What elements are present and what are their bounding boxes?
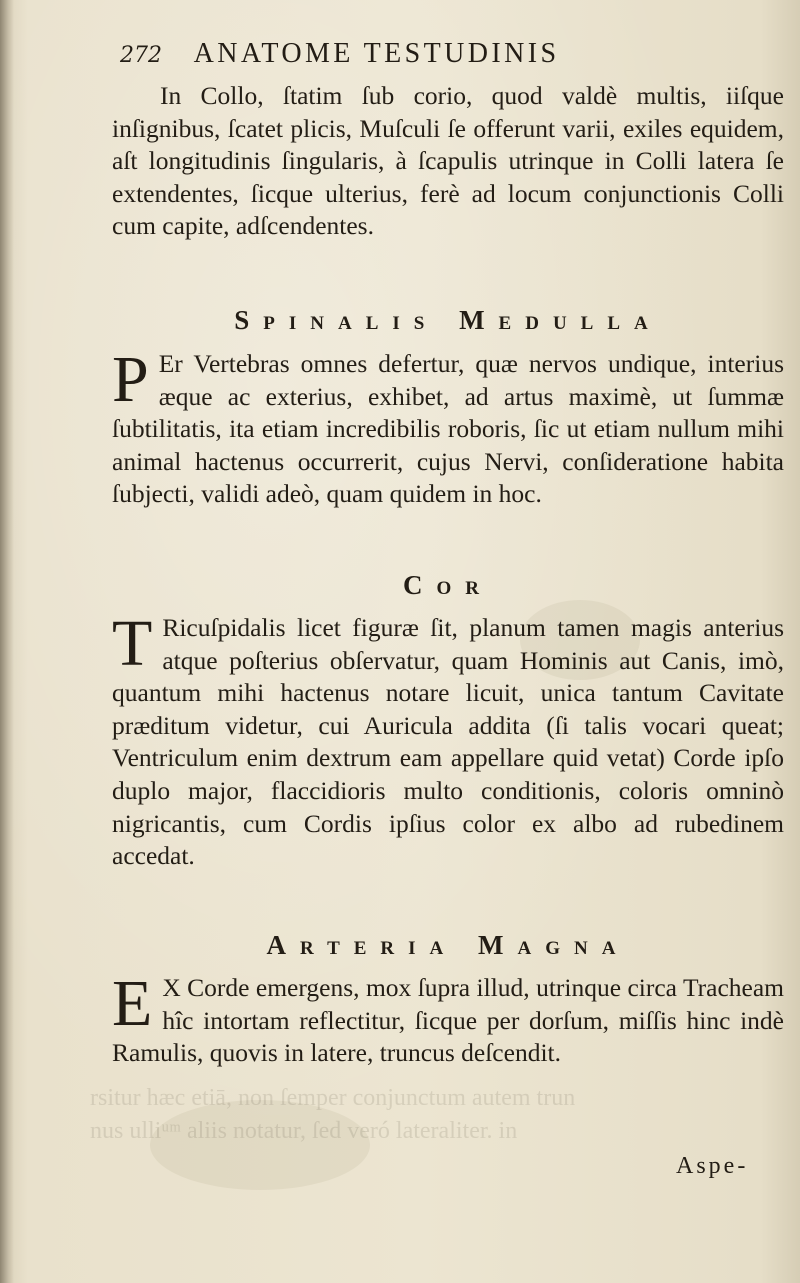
paragraph-cor [112, 607, 784, 873]
drop-cap: P [112, 343, 149, 416]
paragraph-arteria-magna [112, 967, 784, 1070]
bleed-through-text: nus ulliᵘᵐ aliis notatur, ſed veró lateraliter. in [90, 1118, 518, 1144]
paragraph-text: X Corde emergens, mox ſupra illud, utrinque circa Tracheam hîc intortam reflectitur, ſicque per dorſum, miſſis hinc indè Ramulis, quovis in latere, truncus deſcendit. [112, 973, 784, 1068]
drop-cap: E [112, 967, 153, 1040]
heading-spinalis-medulla: Spinalis Medulla [234, 305, 662, 335]
paragraph-text: Ricuſpidalis licet figuræ ſit, planum tamen magis anterius atque poſterius obſervatur, quam Hominis aut Canis, imò, quantum mihi hactenus notare licuit, unica tantum Cavitate præditum videtur, cui Auricula addita (ſi talis vocari queat; Ventriculum enim dextrum eam appellare quid vetat) Corde ipſo duplo major, flaccidioris multo conditionis, coloris omninò nigricantis, cum Cordis ipſius color ex albo ad rubedinem accedat. [112, 613, 784, 871]
binding-shadow [0, 0, 14, 1283]
running-title: ANATOME TESTUDINIS [193, 38, 560, 69]
running-header [120, 38, 730, 78]
heading-arteria-magna: Arteria Magna [266, 930, 630, 960]
page-number: 272 [120, 43, 162, 68]
paragraph-collum: In Collo, ſtatim ſub corio, quod valdè multis, iiſque inſignibus, ſcatet plicis, Muſculi ſe offerunt varii, exiles equidem, aſt longitudinis ſingularis, à ſcapulis utrinque in Colli latera ſe extendentes, ſicque ulterius, ferè ad locum conjunctionis Colli cum capite, adſcendentes. [112, 81, 784, 241]
paragraph-text: Er Vertebras omnes defertur, quæ nervos undique, interius æque ac exterius, exhibet, ad artus maximè, ut ſummæ ſubtilitatis, ita etiam incredibilis roboris, ſic ut etiam nullum mihi animal hactenus occurrerit, cujus Nervi, conſideratione habita ſubjecti, validi adeò, quam quidem in hoc. [112, 349, 784, 509]
heading-cor: Cor [403, 570, 493, 600]
drop-cap: T [112, 607, 153, 680]
paper-stain [150, 1100, 370, 1190]
paragraph-spinalis-medulla [112, 343, 784, 511]
bleed-through-text: rsitur hæc etiā, non ſemper conjunctum autem trun [90, 1085, 576, 1111]
catchword: Aspe- [676, 1153, 749, 1179]
